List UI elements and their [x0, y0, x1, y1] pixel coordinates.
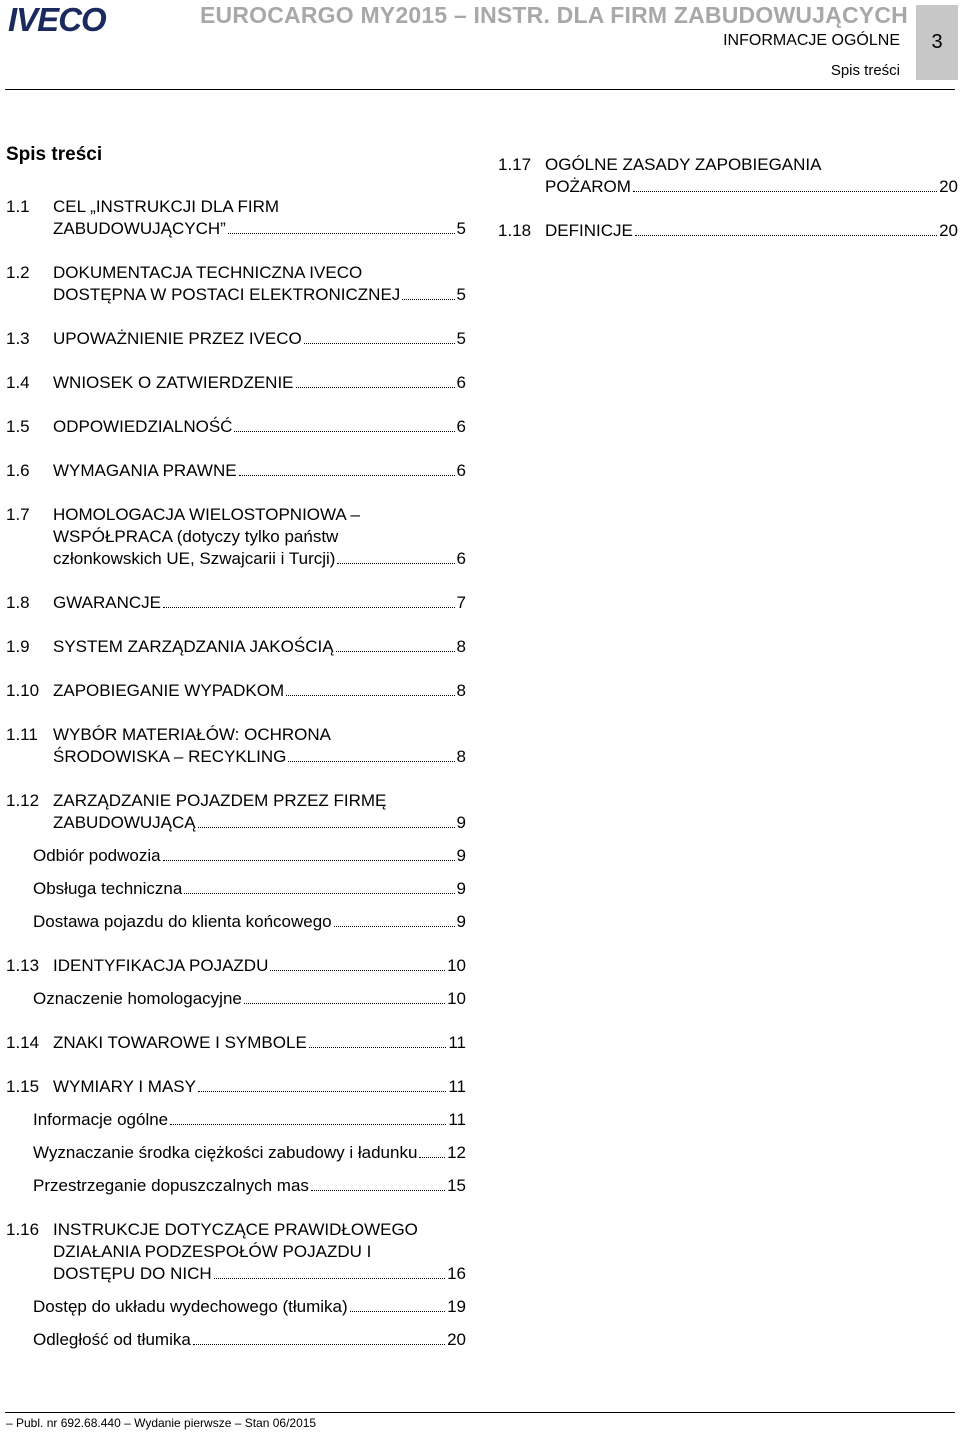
toc-leader-dots [286, 695, 454, 696]
toc-entry[interactable] [6, 1032, 466, 1054]
toc-entry-page: 6 [456, 549, 466, 568]
toc-entry-number: 1.14 [6, 1033, 40, 1052]
subsection-name: Spis treści [830, 62, 900, 79]
toc-entry-page: 20 [939, 177, 958, 196]
toc-entry[interactable] [6, 460, 466, 482]
toc-subentry-line [33, 1296, 466, 1318]
toc-leader-dots [163, 607, 455, 608]
toc-subentry-title: Dostawa pojazdu do klienta końcowego [33, 912, 332, 931]
toc-subentry-title: Odbiór podwozia [33, 846, 161, 865]
toc-entry-title: DZIAŁANIA PODZESPOŁÓW POJAZDU I [53, 1242, 372, 1261]
toc-leader-dots [198, 1091, 446, 1092]
toc-leader-dots [228, 233, 455, 234]
toc-entry-page: 11 [448, 1033, 466, 1052]
toc-leader-dots [334, 926, 455, 927]
footer-publication: – Publ. nr 692.68.440 – Wydanie pierwsze – Stan 06/2015 [6, 1416, 317, 1430]
toc-subentry-line [33, 988, 466, 1010]
toc-entry-title: ZARZĄDZANIE POJAZDEM PRZEZ FIRMĘ [53, 791, 387, 810]
toc-entry-title: WYBÓR MATERIAŁÓW: OCHRONA [53, 725, 332, 744]
iveco-logo: IVECO [8, 1, 106, 38]
toc-entry-line [53, 1032, 466, 1054]
toc-leader-dots [214, 1278, 445, 1279]
toc-entry-number: 1.16 [6, 1220, 40, 1239]
toc-subentry-page: 9 [456, 912, 466, 931]
toc-entry-number: 1.11 [6, 725, 38, 744]
toc-entry-page: 10 [447, 956, 466, 975]
toc-subentry-line [33, 1175, 466, 1197]
toc-entry-number: 1.9 [6, 637, 30, 656]
toc-subentry-page: 12 [447, 1143, 466, 1162]
toc-subentry-page: 15 [447, 1176, 466, 1195]
toc-entry[interactable] [498, 154, 958, 198]
toc-leader-dots [309, 1047, 447, 1048]
toc-subentry[interactable] [33, 1296, 466, 1318]
toc-entry-body [545, 220, 958, 242]
toc-entry-page: 6 [456, 373, 466, 392]
toc-entry-body [53, 955, 466, 977]
toc-subentry-title: Dostęp do układu wydechowego (tłumika) [33, 1297, 348, 1316]
toc-leader-dots [402, 299, 454, 300]
toc-entry[interactable] [6, 790, 466, 834]
page-number: 3 [916, 5, 958, 80]
toc-leader-dots [419, 1157, 445, 1158]
toc-entry-number: 1.18 [498, 221, 532, 240]
toc-entry-line [53, 284, 466, 306]
toc-entry-line [53, 548, 466, 570]
toc-leader-dots [635, 235, 937, 236]
toc-entry-title: WNIOSEK O ZATWIERDZENIE [53, 373, 294, 392]
toc-subentry-line [33, 845, 466, 867]
footer-divider [5, 1412, 955, 1413]
toc-leader-dots [193, 1344, 445, 1345]
toc-entry-body [53, 504, 466, 570]
toc-leader-dots [304, 343, 455, 344]
toc-entry[interactable] [6, 416, 466, 438]
toc-subentry[interactable] [33, 1109, 466, 1131]
toc-entry-line [53, 1263, 466, 1285]
toc-leader-dots [336, 651, 455, 652]
toc-subentry[interactable] [33, 1329, 466, 1351]
toc-subentry-page: 19 [447, 1297, 466, 1316]
toc-leader-dots [198, 827, 455, 828]
toc-subentry[interactable] [33, 988, 466, 1010]
toc-entry-title: HOMOLOGACJA WIELOSTOPNIOWA – [53, 505, 361, 524]
toc-leader-dots [350, 1311, 445, 1312]
toc-entry-number: 1.13 [6, 956, 40, 975]
toc-subentry-line [33, 1142, 466, 1164]
toc-subentry-page: 11 [448, 1110, 466, 1129]
toc-entry-title: ZABUDOWUJĄCĄ [53, 813, 196, 832]
toc-entry-body [53, 328, 466, 350]
toc-entry[interactable] [6, 592, 466, 614]
toc-entry-title: DOSTĘPU DO NICH [53, 1264, 212, 1283]
toc-leader-dots [633, 191, 937, 192]
toc-entry-body [53, 196, 466, 240]
toc-entry-title: członkowskich UE, Szwajcarii i Turcji) [53, 549, 336, 568]
toc-entry-page: 16 [447, 1264, 466, 1283]
toc-entry-page: 7 [456, 593, 466, 612]
toc-entry-title: DOSTĘPNA W POSTACI ELEKTRONICZNEJ [53, 285, 401, 304]
toc-entry-title: ZABUDOWUJĄCYCH” [53, 219, 226, 238]
toc-entry-body [545, 154, 958, 198]
toc-entry-line [53, 328, 466, 350]
toc-entry-title: WYMAGANIA PRAWNE [53, 461, 237, 480]
toc-entry-number: 1.3 [6, 329, 30, 348]
toc-entry-body [53, 416, 466, 438]
toc-entry-title: WSPÓŁPRACA (dotyczy tylko państw [53, 527, 339, 546]
toc-leader-dots [163, 860, 455, 861]
toc-entry-number: 1.2 [6, 263, 30, 282]
toc-entry-body [53, 1032, 466, 1054]
toc-entry[interactable] [6, 262, 466, 306]
toc-entry-line [53, 460, 466, 482]
toc-heading: Spis treści [6, 144, 103, 165]
toc-entry-number: 1.6 [6, 461, 30, 480]
toc-entry-title: WYMIARY I MASY [53, 1077, 196, 1096]
toc-entry-page: 6 [456, 461, 466, 480]
toc-entry-page: 11 [448, 1077, 466, 1096]
toc-entry-number: 1.5 [6, 417, 30, 436]
toc-entry[interactable] [6, 328, 466, 350]
toc-entry-line [53, 812, 466, 834]
toc-entry-title: UPOWAŻNIENIE PRZEZ IVECO [53, 329, 302, 348]
toc-subentry-line [33, 911, 466, 933]
toc-entry[interactable] [6, 1219, 466, 1285]
toc-entry-title: OGÓLNE ZASADY ZAPOBIEGANIA [545, 155, 822, 174]
toc-entry-line [53, 592, 466, 614]
toc-entry-title: ŚRODOWISKA – RECYKLING [53, 747, 287, 766]
toc-entry-title: DOKUMENTACJA TECHNICZNA IVECO [53, 263, 363, 282]
toc-entry[interactable] [6, 680, 466, 702]
toc-entry-title: CEL „INSTRUKCJI DLA FIRM [53, 197, 280, 216]
toc-entry-number: 1.1 [6, 197, 30, 216]
toc-entry[interactable] [6, 955, 466, 977]
toc-entry-page: 5 [456, 285, 466, 304]
toc-entry-body [53, 724, 466, 768]
toc-subentry-title: Wyznaczanie środka ciężkości zabudowy i ładunku [33, 1143, 418, 1162]
toc-entry-page: 6 [456, 417, 466, 436]
toc-leader-dots [184, 893, 454, 894]
toc-subentry[interactable] [33, 1175, 466, 1197]
toc-subentry[interactable] [33, 1142, 466, 1164]
toc-entry-line [53, 636, 466, 658]
toc-entry-line [545, 176, 958, 198]
toc-leader-dots [234, 431, 454, 432]
toc-entry-line [53, 416, 466, 438]
toc-left-column [6, 196, 466, 1351]
toc-entry-page: 20 [939, 221, 958, 240]
toc-entry-title: ZNAKI TOWAROWE I SYMBOLE [53, 1033, 307, 1052]
toc-entry[interactable] [6, 372, 466, 394]
toc-entry-title: IDENTYFIKACJA POJAZDU [53, 956, 269, 975]
toc-entry-number: 1.7 [6, 505, 30, 524]
toc-leader-dots [296, 387, 455, 388]
toc-leader-dots [170, 1124, 446, 1125]
toc-entry-number: 1.10 [6, 681, 40, 700]
toc-entry-page: 5 [456, 219, 466, 238]
toc-entry-number: 1.15 [6, 1077, 40, 1096]
toc-entry-line [53, 680, 466, 702]
toc-entry-number: 1.8 [6, 593, 30, 612]
toc-subentry-title: Przestrzeganie dopuszczalnych mas [33, 1176, 309, 1195]
toc-leader-dots [311, 1190, 445, 1191]
toc-entry-title: INSTRUKCJE DOTYCZĄCE PRAWIDŁOWEGO [53, 1220, 418, 1239]
toc-entry-number: 1.4 [6, 373, 30, 392]
toc-entry[interactable] [6, 504, 466, 570]
toc-entry-line [53, 218, 466, 240]
toc-subentry[interactable] [33, 845, 466, 867]
toc-entry-title: DEFINICJE [545, 221, 633, 240]
toc-entry-title: GWARANCJE [53, 593, 161, 612]
toc-entry-number: 1.17 [498, 155, 532, 174]
toc-subentry-line [33, 1329, 466, 1351]
toc-subentry-page: 10 [447, 989, 466, 1008]
toc-entry-title: ODPOWIEDZIALNOŚĆ [53, 417, 233, 436]
toc-entry-body [53, 636, 466, 658]
toc-entry-line [53, 1076, 466, 1098]
toc-subentry-page: 9 [456, 846, 466, 865]
toc-subentry-title: Informacje ogólne [33, 1110, 169, 1129]
toc-subentry[interactable] [33, 878, 466, 900]
toc-subentry-line [33, 878, 466, 900]
toc-entry-body [53, 460, 466, 482]
toc-entry[interactable] [6, 636, 466, 658]
toc-right-column [498, 154, 958, 242]
toc-entry-page: 5 [456, 329, 466, 348]
toc-entry[interactable] [6, 724, 466, 768]
toc-entry[interactable] [498, 220, 958, 242]
toc-entry-line [53, 372, 466, 394]
toc-entry-line [545, 220, 958, 242]
toc-entry-body [53, 1076, 466, 1098]
toc-entry-body [53, 262, 466, 306]
toc-entry-line [53, 955, 466, 977]
toc-entry-body [53, 372, 466, 394]
toc-entry-title: POŻAROM [545, 177, 631, 196]
toc-leader-dots [239, 475, 455, 476]
toc-subentry-line [33, 1109, 466, 1131]
toc-entry-body [53, 1219, 466, 1285]
toc-entry-line [53, 746, 466, 768]
toc-entry-page: 9 [456, 813, 466, 832]
toc-subentry-title: Obsługa techniczna [33, 879, 183, 898]
header-divider [5, 89, 955, 90]
toc-leader-dots [337, 563, 454, 564]
toc-entry-number: 1.12 [6, 791, 40, 810]
toc-entry[interactable] [6, 196, 466, 240]
toc-entry-body [53, 592, 466, 614]
toc-entry-title: ZAPOBIEGANIE WYPADKOM [53, 681, 285, 700]
toc-leader-dots [288, 761, 454, 762]
toc-entry[interactable] [6, 1076, 466, 1098]
toc-entry-page: 8 [456, 681, 466, 700]
toc-entry-title: SYSTEM ZARZĄDZANIA JAKOŚCIĄ [53, 637, 334, 656]
toc-subentry-page: 20 [447, 1330, 466, 1349]
toc-entry-page: 8 [456, 747, 466, 766]
toc-subentry-page: 9 [456, 879, 466, 898]
section-name: INFORMACJE OGÓLNE [723, 32, 900, 49]
toc-subentry-title: Oznaczenie homologacyjne [33, 989, 242, 1008]
toc-subentry[interactable] [33, 911, 466, 933]
document-title: EUROCARGO MY2015 – INSTR. DLA FIRM ZABUDOWUJĄCYCH [200, 2, 908, 28]
toc-leader-dots [244, 1003, 445, 1004]
toc-entry-body [53, 680, 466, 702]
toc-entry-body [53, 790, 466, 834]
toc-entry-page: 8 [456, 637, 466, 656]
toc-leader-dots [270, 970, 445, 971]
toc-subentry-title: Odległość od tłumika [33, 1330, 191, 1349]
